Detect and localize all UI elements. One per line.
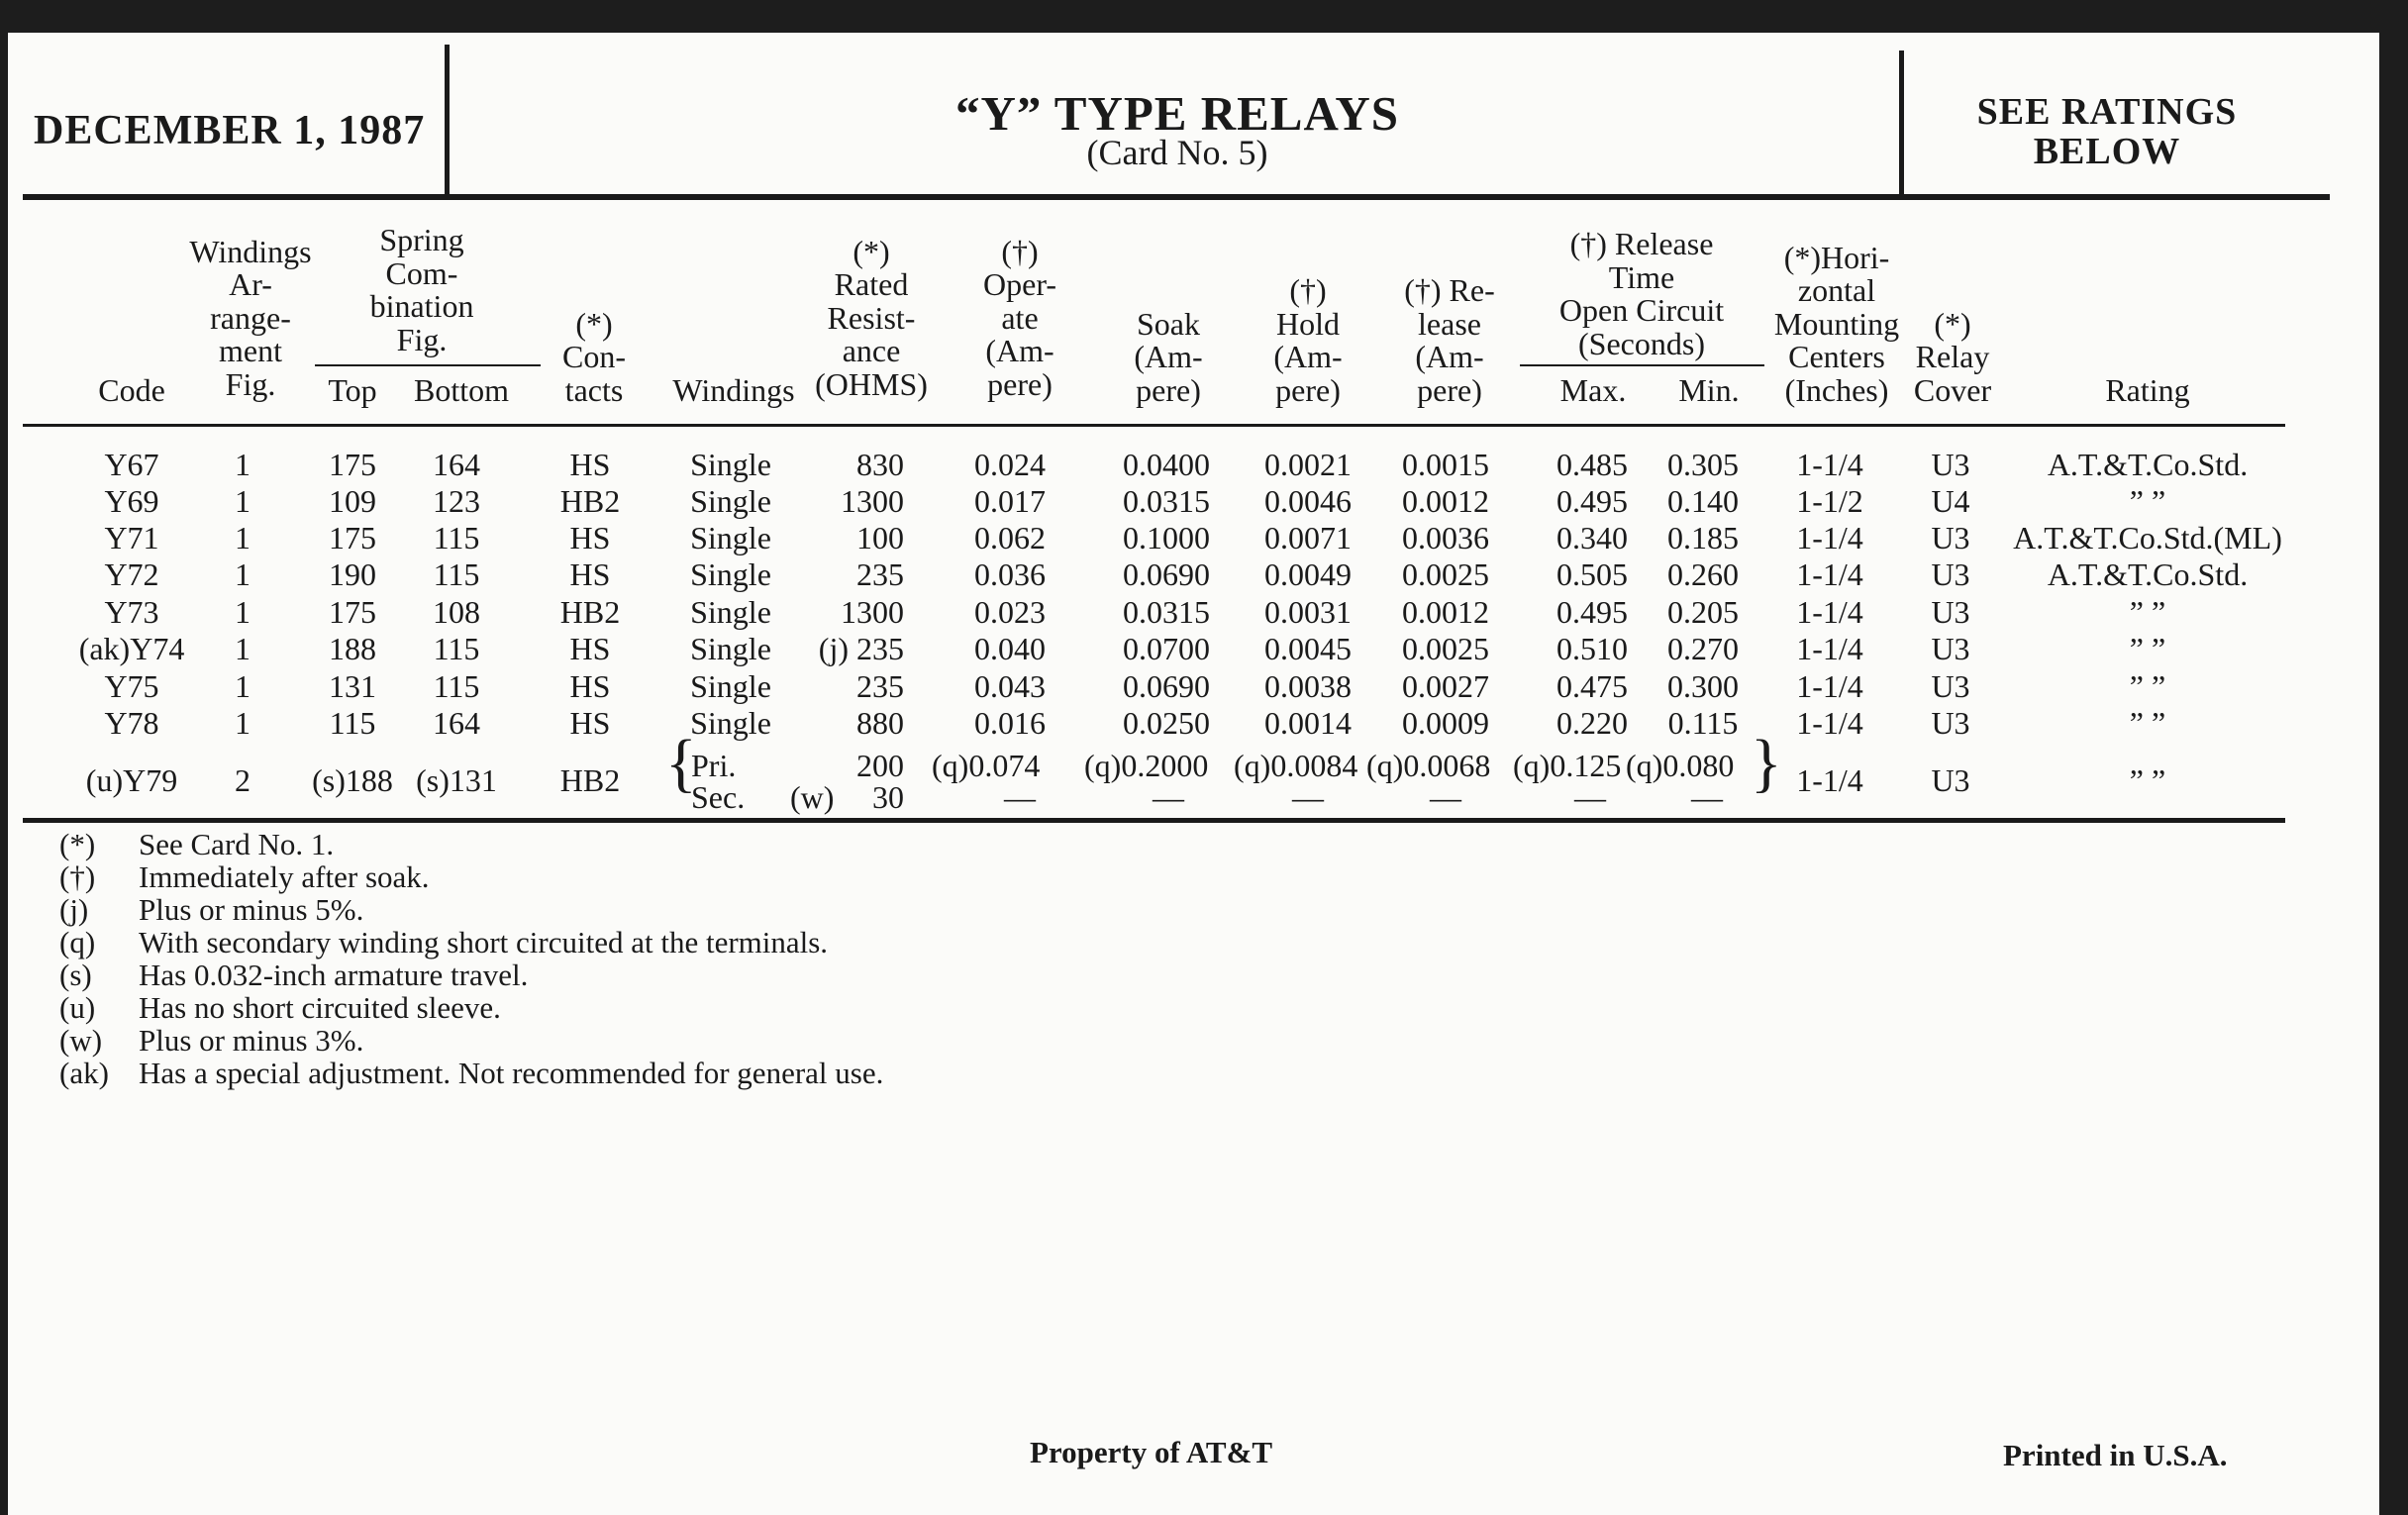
cell-hold: 0.0021	[1264, 447, 1352, 482]
cell-top: 175	[329, 520, 376, 556]
cell-cover: U3	[1931, 520, 1970, 556]
cell-bottom: 108	[433, 594, 480, 630]
cell-fig: 1	[235, 668, 251, 704]
cell-centers: 1-1/4	[1796, 668, 1863, 704]
col-relay-cover-line: Cover	[1913, 371, 1992, 408]
cell-release: 0.0015	[1402, 447, 1489, 482]
cell-resist: 235	[856, 668, 904, 704]
cell-cover: U3	[1931, 556, 1970, 592]
col-soak-line: pere)	[1136, 371, 1201, 408]
cell-resist: 1300	[841, 483, 904, 519]
cell-cover: U3	[1931, 762, 1970, 798]
col-windings-arrangement-line: ment	[219, 333, 282, 368]
cell-contacts: HS	[569, 447, 611, 482]
footnote-key: (†)	[59, 859, 96, 894]
cell-min: (q)0.080	[1626, 748, 1735, 783]
col-operate-line: pere)	[987, 365, 1053, 402]
cell-top: 115	[329, 705, 376, 741]
cell-operate: 0.023	[974, 594, 1046, 630]
cell-centers: 1-1/4	[1796, 520, 1863, 556]
cell-soak: 0.0690	[1123, 556, 1210, 592]
col-release-time-line: Open Circuit	[1558, 292, 1725, 328]
col-bottom-line: Bottom	[413, 371, 509, 408]
cell-hold: 0.0031	[1264, 594, 1352, 630]
cell-hold: 0.0045	[1264, 631, 1352, 666]
see-ratings-line-2: BELOW	[2033, 131, 2181, 172]
col-operate-line: ate	[1001, 299, 1039, 336]
cell-resist: 830	[856, 447, 904, 482]
spring-underline	[315, 364, 541, 366]
footnote-text: With secondary winding short circuited at the terminals.	[139, 925, 829, 960]
cell-windings: Single	[690, 556, 771, 592]
col-hold-line: pere)	[1275, 371, 1341, 408]
footnote	[59, 926, 828, 959]
cell-top: 188	[329, 631, 376, 666]
cell-resist-sec: 30	[872, 779, 904, 815]
col-release-line: lease	[1418, 305, 1481, 342]
col-horizontal-centers-line: Mounting	[1773, 305, 1900, 342]
cell-bottom: 115	[433, 631, 480, 666]
cell-code: Y78	[104, 705, 159, 741]
cell-top: 190	[329, 556, 376, 592]
cell-max: 0.510	[1556, 631, 1628, 666]
cell-hold: (q)0.0084	[1234, 748, 1358, 783]
cell-min: 0.185	[1667, 520, 1739, 556]
table-bottom-rule	[23, 818, 2285, 823]
cell-code: Y73	[104, 594, 159, 630]
footnote	[59, 893, 363, 926]
cell-hold: 0.0071	[1264, 520, 1352, 556]
col-release-time-line: Time	[1608, 258, 1675, 295]
cell-min: 0.140	[1667, 483, 1739, 519]
col-contacts-line: tacts	[564, 371, 624, 408]
col-soak-line: (Am-	[1134, 339, 1203, 374]
cell-max: 0.220	[1556, 705, 1628, 741]
cell-fig: 1	[235, 483, 251, 519]
cell-bottom: 164	[433, 447, 480, 482]
cell-fig: 1	[235, 556, 251, 592]
cell-release: 0.0027	[1402, 668, 1489, 704]
see-ratings-line-1: SEE RATINGS	[1976, 91, 2238, 133]
cell-cover: U3	[1931, 594, 1970, 630]
cell-top: (s)188	[312, 762, 393, 798]
col-hold-line: Hold	[1276, 305, 1340, 342]
cell-max: 0.475	[1556, 668, 1628, 704]
footnote-key: (j)	[59, 892, 89, 927]
col-rated-resistance-line: ance	[842, 333, 901, 368]
cell-contacts: HB2	[559, 762, 621, 798]
cell-bottom: 115	[433, 556, 480, 592]
cell-soak: (q)0.2000	[1084, 748, 1209, 783]
col-rating-line: Rating	[2105, 371, 2190, 408]
footnote-text: Has no short circuited sleeve.	[139, 990, 501, 1025]
cell-operate: (q)0.074	[932, 748, 1041, 783]
cell-centers: 1-1/4	[1796, 447, 1863, 482]
cell-operate: 0.040	[974, 631, 1046, 666]
col-rating	[2029, 371, 2266, 408]
col-windings-arrangement-line: Ar-	[229, 266, 272, 302]
cell-windings: Single	[690, 483, 771, 519]
footnote-text: See Card No. 1.	[139, 827, 335, 861]
cell-release: 0.0036	[1402, 520, 1489, 556]
cell-soak: 0.0315	[1123, 594, 1210, 630]
cell-operate: 0.017	[974, 483, 1046, 519]
cell-max: (q)0.125	[1513, 748, 1622, 783]
col-operate-line: (†)	[1001, 233, 1039, 269]
cell-windings: Single	[690, 631, 771, 666]
card-title: “Y” TYPE RELAYS	[955, 86, 1399, 141]
column-header-rule	[23, 424, 2285, 427]
cell-soak: 0.0400	[1123, 447, 1210, 482]
cell-bottom: 123	[433, 483, 480, 519]
cell-soak: 0.0700	[1123, 631, 1210, 666]
col-operate-line: Oper-	[983, 266, 1056, 302]
left-brace: {	[665, 727, 697, 799]
cell-contacts: HB2	[559, 594, 621, 630]
col-rated-resistance-line: Resist-	[827, 299, 916, 336]
col-relay-cover-line: Relay	[1915, 339, 1990, 374]
col-spring-combination-line: bination	[369, 288, 474, 324]
col-release-time-line: (†) Release	[1569, 226, 1714, 261]
col-windings-arrangement-line: range-	[210, 299, 291, 336]
col-release-time-line: (Seconds)	[1578, 325, 1705, 361]
col-windings-arrangement-line: Fig.	[225, 365, 276, 402]
cell-centers: 1-1/4	[1796, 631, 1863, 666]
cell-top: 131	[329, 668, 376, 704]
cell-soak: 0.0250	[1123, 705, 1210, 741]
cell-fig: 1	[235, 520, 251, 556]
cell-bottom: (s)131	[416, 762, 497, 798]
cell-resist: 880	[856, 705, 904, 741]
footnote	[59, 1057, 883, 1089]
cell-resist: (j) 235	[818, 631, 904, 666]
footnote-text: Plus or minus 5%.	[139, 892, 364, 927]
cell-max: 0.495	[1556, 483, 1628, 519]
card-subtitle: (Card No. 5)	[1086, 133, 1268, 172]
cell-centers: 1-1/4	[1796, 762, 1863, 798]
cell-fig: 1	[235, 447, 251, 482]
cell-hold: 0.0014	[1264, 705, 1352, 741]
cell-fig: 2	[235, 762, 251, 798]
cell-rating: ” ”	[2129, 705, 2166, 741]
footnote-key: (u)	[59, 990, 96, 1025]
cell-rating: ” ”	[2129, 594, 2166, 630]
cell-fig: 1	[235, 631, 251, 666]
footnote	[59, 991, 501, 1024]
cell-code: Y67	[104, 447, 159, 482]
cell-release: 0.0009	[1402, 705, 1489, 741]
header-rule	[23, 194, 2330, 200]
col-max-line: Max.	[1559, 371, 1627, 408]
cell-bottom: 164	[433, 705, 480, 741]
cell-code: (u)Y79	[85, 762, 178, 798]
cell-contacts: HS	[569, 631, 611, 666]
right-brace: }	[1751, 727, 1782, 799]
cell-fig: 1	[235, 705, 251, 741]
cell-max: 0.340	[1556, 520, 1628, 556]
cell-contacts: HS	[569, 520, 611, 556]
release-time-underline	[1520, 364, 1764, 366]
cell-min: 0.115	[1667, 705, 1739, 741]
col-windings-line: Windings	[672, 371, 795, 408]
cell-resist: 100	[856, 520, 904, 556]
cell-soak: 0.1000	[1123, 520, 1210, 556]
cell-release: 0.0012	[1402, 483, 1489, 519]
cell-max: 0.505	[1556, 556, 1628, 592]
footnote	[59, 860, 430, 893]
cell-rating: A.T.&T.Co.Std.	[2047, 556, 2249, 592]
col-horizontal-centers-line: Centers	[1788, 339, 1885, 374]
col-min-line: Min.	[1678, 371, 1740, 408]
cell-hold: 0.0049	[1264, 556, 1352, 592]
cell-soak: 0.0315	[1123, 483, 1210, 519]
cell-top: 175	[329, 447, 376, 482]
cell-operate: 0.062	[974, 520, 1046, 556]
cell-centers: 1-1/4	[1796, 705, 1863, 741]
footer-printed: Printed in U.S.A.	[2003, 1438, 2228, 1472]
cell-resist-pri: 200	[856, 748, 904, 783]
cell-resist: 235	[856, 556, 904, 592]
cell-windings: Single	[690, 668, 771, 704]
see-ratings	[1914, 92, 2300, 171]
footnote	[59, 1024, 363, 1057]
col-top-line: Top	[328, 371, 377, 408]
cell-windings: Single	[690, 594, 771, 630]
cell-max-dash: —	[1574, 779, 1606, 815]
cell-min: 0.270	[1667, 631, 1739, 666]
col-rated-resistance-line: (OHMS)	[815, 365, 928, 402]
col-release-line: (†) Re-	[1404, 272, 1495, 308]
footnote-key: (s)	[59, 958, 92, 992]
footnote	[59, 828, 334, 860]
cell-centers: 1-1/4	[1796, 556, 1863, 592]
col-horizontal-centers-line: (*)Hori-	[1783, 239, 1890, 275]
col-operate-line: (Am-	[985, 333, 1054, 368]
cell-max: 0.495	[1556, 594, 1628, 630]
cell-hold-dash: —	[1292, 779, 1324, 815]
col-max	[1534, 371, 1653, 408]
footnote-key: (q)	[59, 925, 96, 960]
cell-rating: A.T.&T.Co.Std.(ML)	[2013, 520, 2282, 556]
cell-release: 0.0012	[1402, 594, 1489, 630]
col-spring-combination-line: Spring	[379, 222, 464, 257]
cell-contacts: HS	[569, 668, 611, 704]
cell-operate: 0.024	[974, 447, 1046, 482]
col-relay-cover-line: (*)	[1934, 305, 1971, 342]
cell-min-dash: —	[1691, 779, 1723, 815]
relay-card	[8, 33, 2379, 1515]
cell-contacts: HB2	[559, 483, 621, 519]
cell-min: 0.205	[1667, 594, 1739, 630]
col-code-line: Code	[98, 371, 165, 408]
cell-cover: U3	[1931, 705, 1970, 741]
cell-windings-sec: Sec.	[691, 779, 746, 815]
cell-code: Y71	[104, 520, 159, 556]
cell-fig: 1	[235, 594, 251, 630]
cell-min: 0.260	[1667, 556, 1739, 592]
cell-windings: Single	[690, 447, 771, 482]
cell-rating: ” ”	[2129, 631, 2166, 666]
cell-rating: A.T.&T.Co.Std.	[2047, 447, 2249, 482]
card-date: DECEMBER 1, 1987	[34, 108, 426, 153]
cell-operate: 0.043	[974, 668, 1046, 704]
cell-min: 0.300	[1667, 668, 1739, 704]
cell-operate: 0.036	[974, 556, 1046, 592]
footnote-key: (w)	[59, 1023, 103, 1058]
col-hold-line: (Am-	[1273, 339, 1343, 374]
col-release-line: (Am-	[1415, 339, 1484, 374]
cell-hold: 0.0038	[1264, 668, 1352, 704]
cell-windings: Single	[690, 705, 771, 741]
cell-hold: 0.0046	[1264, 483, 1352, 519]
cell-resist: 1300	[841, 594, 904, 630]
cell-contacts: HS	[569, 556, 611, 592]
cell-rating: ” ”	[2129, 762, 2166, 798]
cell-cover: U3	[1931, 668, 1970, 704]
col-soak-line: Soak	[1137, 305, 1200, 342]
footnote-text: Immediately after soak.	[139, 859, 430, 894]
cell-cover: U4	[1931, 483, 1970, 519]
col-hold-line: (†)	[1289, 272, 1327, 308]
col-relay-cover	[1893, 305, 2012, 408]
footnote-text: Has a special adjustment. Not recommended for general use.	[139, 1056, 884, 1090]
col-horizontal-centers-line: (Inches)	[1784, 371, 1889, 408]
cell-max: 0.485	[1556, 447, 1628, 482]
cell-code: Y75	[104, 668, 159, 704]
cell-min: 0.305	[1667, 447, 1739, 482]
cell-resist-w: (w)	[790, 779, 835, 815]
cell-rating: ” ”	[2129, 483, 2166, 519]
footnote	[59, 959, 528, 991]
cell-operate: 0.016	[974, 705, 1046, 741]
cell-cover: U3	[1931, 631, 1970, 666]
cell-code: Y72	[104, 556, 159, 592]
footnote-key: (ak)	[59, 1056, 109, 1090]
cell-windings-pri: Pri.	[691, 748, 737, 783]
footnote-text: Plus or minus 3%.	[139, 1023, 364, 1058]
cell-release: 0.0025	[1402, 631, 1489, 666]
cell-top: 109	[329, 483, 376, 519]
col-contacts-line: Con-	[562, 339, 626, 374]
cell-bottom: 115	[433, 668, 480, 704]
col-spring-combination-line: Fig.	[396, 321, 448, 357]
cell-operate-dash: —	[1004, 779, 1036, 815]
col-horizontal-centers-line: zontal	[1797, 272, 1876, 308]
cell-bottom: 115	[433, 520, 480, 556]
cell-centers: 1-1/4	[1796, 594, 1863, 630]
header-divider-right	[1899, 50, 1904, 195]
col-windings-arrangement-line: Windings	[189, 233, 312, 269]
cell-release: (q)0.0068	[1366, 748, 1491, 783]
cell-cover: U3	[1931, 447, 1970, 482]
cell-top: 175	[329, 594, 376, 630]
col-rated-resistance-line: Rated	[834, 266, 909, 302]
col-release-line: pere)	[1417, 371, 1482, 408]
cell-code: (ak)Y74	[78, 631, 185, 666]
col-rated-resistance-line: (*)	[853, 233, 890, 269]
col-contacts-line: (*)	[575, 305, 613, 342]
cell-windings: Single	[690, 520, 771, 556]
cell-rating: ” ”	[2129, 668, 2166, 704]
cell-code: Y69	[104, 483, 159, 519]
footnote-text: Has 0.032-inch armature travel.	[139, 958, 529, 992]
footnote-key: (*)	[59, 827, 96, 861]
cell-soak-dash: —	[1153, 779, 1184, 815]
cell-centers: 1-1/2	[1796, 483, 1863, 519]
cell-contacts: HS	[569, 705, 611, 741]
footer-property: Property of AT&T	[1030, 1435, 1273, 1469]
cell-release-dash: —	[1430, 779, 1461, 815]
cell-soak: 0.0690	[1123, 668, 1210, 704]
col-spring-combination-line: Com-	[385, 254, 458, 291]
cell-release: 0.0025	[1402, 556, 1489, 592]
